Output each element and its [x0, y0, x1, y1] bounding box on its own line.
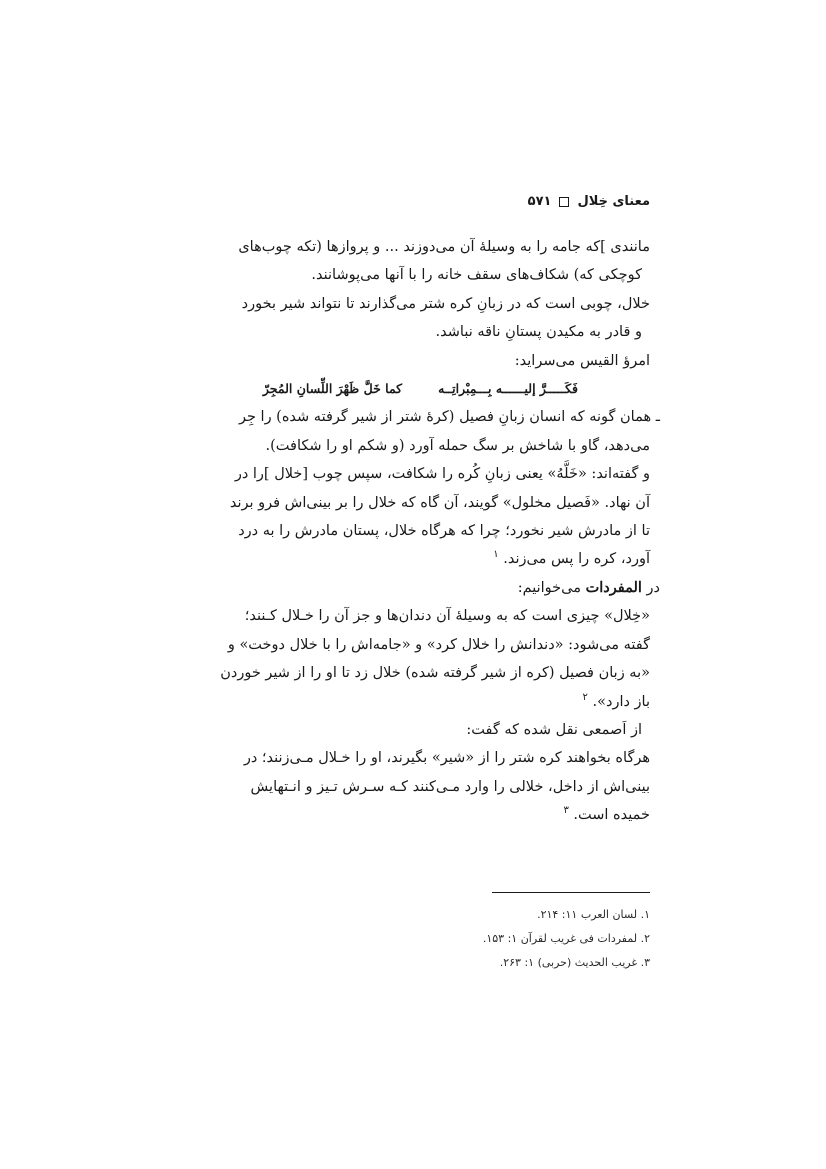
- text-line: از اَصمعی نقل شده که گفت:: [466, 721, 642, 738]
- poem-hemistich-left: كما خَلَّ ظَهْرَ اللِّسانِ المُجِرّ: [262, 381, 403, 397]
- footnote-marker: ۲: [582, 691, 588, 703]
- source-title: المفردات: [585, 578, 642, 596]
- text-line: تا از مادرش شیر نخورد؛ چرا که هرگاه خلال، پستان مادرش را به درد: [238, 523, 650, 540]
- body-text: [176, 233, 660, 830]
- text-line: بینی‌اش از داخل، خلالی را وارد مـی‌کنند کـه سـرش تـیز و انـتهایش: [250, 778, 650, 795]
- header-title: معنای خِلال: [577, 194, 650, 209]
- text-line: «خِلال» چیزی است که به وسیلۀ آن دندان‌ها و جز آن را خـلال کـنند؛: [244, 608, 650, 625]
- text-line: گفته می‌شود: «دندانش را خلال کرد» و «جامه‌اش را با خلال دوخت» و: [227, 636, 650, 653]
- running-header: [528, 194, 650, 209]
- page-number: ۵۷۱: [527, 194, 552, 209]
- text-line-content: باز دارد».: [592, 693, 650, 710]
- text-line: آن نهاد. «فَصیل مخلول» گویند، آن گاه که خلال را بر بینی‌اش فرو برند: [229, 494, 650, 511]
- text-line: کوچکی که) شکاف‌های سقف خانه را با آنها می‌پوشانند.: [311, 267, 642, 284]
- poem-verse: [176, 375, 650, 403]
- text-line: «به زبان فصیل (کره از شیر گرفته شده) خلال زد تا او را از شیر خوردن: [220, 665, 650, 682]
- text-line: مانندی ]که جامه را به وسیلۀ آن می‌دوزند ... و پروازها (تکه چوب‌های: [238, 239, 650, 255]
- footnote-marker: ۱: [493, 549, 499, 561]
- text-line: [176, 688, 650, 716]
- text-line: خلال، چوبی است که در زبانِ کره شتر می‌گذارند تا نتواند شیر بخورد: [241, 295, 650, 312]
- text-line: و گفته‌اند: «خَلَّهُ» یعنی زبانِ کُره را شکافت، سپس چوب [خلال ]را در: [234, 466, 650, 483]
- text-line: می‌دهد، گاو با شاخش بر سگ حمله آورد (و شکم او را شکافت).: [265, 437, 650, 454]
- text-fragment: می‌خوانیم:: [517, 579, 586, 596]
- footnote: ۲. لمفردات فی غریب لقرآن ۱: ۱۵۳.: [482, 932, 650, 945]
- footnote-divider: [492, 892, 650, 893]
- text-line: ـ همان گونه که انسان زبانِ فصیل (کرۀ شتر از شیر گرفته شده) را جِر: [238, 409, 660, 426]
- footnote: ۱. لسان العرب ۱۱: ۲۱۴.: [537, 908, 650, 921]
- text-line: [176, 574, 660, 602]
- text-line: [176, 545, 650, 573]
- text-line: و قادر به مکیدن پستانِ ناقه نباشد.: [435, 324, 642, 341]
- footnotes: [483, 903, 650, 975]
- footnote-marker: ۳: [563, 805, 569, 817]
- footnote: ۳. غریب الحدیث (حربی) ۱: ۲۶۳.: [499, 956, 650, 969]
- text-line: هرگاه بخواهند کره شتر را از «شیر» بگیرند، او را خـلال مـی‌زنند؛ در: [243, 750, 650, 767]
- text-line-content: آورد، کره را پس می‌زند.: [503, 551, 650, 568]
- text-line-content: خمیده است.: [573, 807, 650, 824]
- text-line: امرؤ القیس می‌سراید:: [514, 352, 650, 369]
- poem-hemistich-right: فَكَـــــرَّ إليــــــه بِـــمِبْراتِــه: [438, 381, 578, 397]
- square-bullet-icon: [559, 197, 569, 207]
- text-line: [176, 801, 650, 829]
- text-fragment: در: [641, 579, 660, 596]
